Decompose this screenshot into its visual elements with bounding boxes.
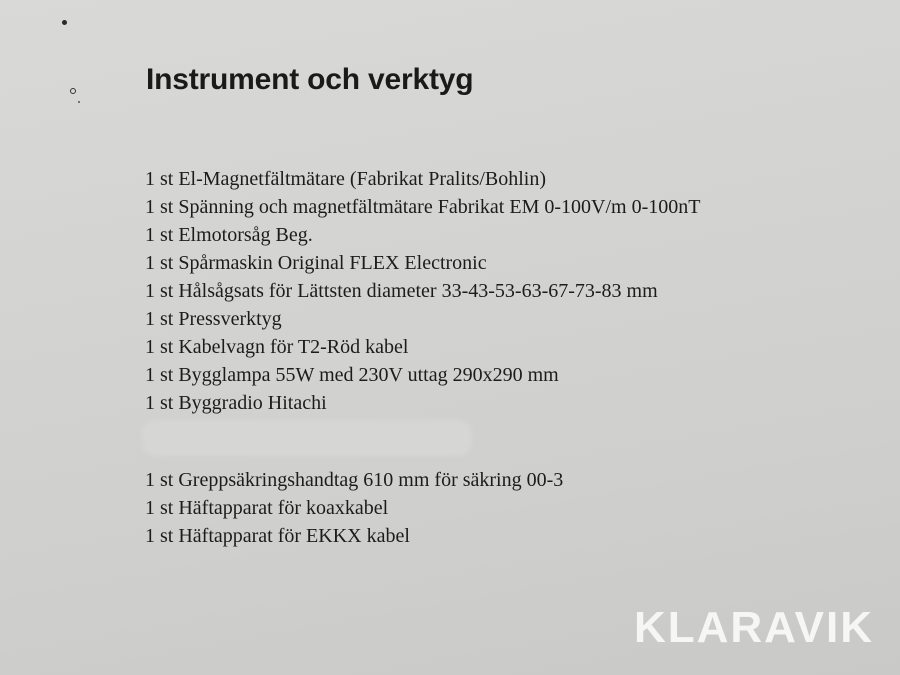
list-item: 1 st Pressverktyg bbox=[145, 308, 282, 330]
list-item: 1 st Greppsäkringshandtag 610 mm för säkring 00-3 bbox=[145, 469, 564, 491]
list-item: 1 st Hålsågsats för Lättsten diameter 33-43-53-63-67-73-83 mm bbox=[145, 280, 658, 302]
list-item: 1 st Byggradio Hitachi bbox=[145, 392, 327, 414]
list-item: 1 st Elmotorsåg Beg. bbox=[145, 224, 313, 246]
paper-speck bbox=[70, 88, 76, 94]
list-item: 1 st Kabelvagn för T2-Röd kabel bbox=[145, 336, 409, 358]
list-item: 1 st El-Magnetfältmätare (Fabrikat Pralits/Bohlin) bbox=[145, 168, 547, 190]
list-item: 1 st Häftapparat för EKKX kabel bbox=[145, 525, 410, 547]
list-item: 1 st Spänning och magnetfältmätare Fabrikat EM 0-100V/m 0-100nT bbox=[145, 196, 701, 218]
item-list bbox=[145, 165, 700, 417]
redacted-line bbox=[142, 420, 472, 456]
list-item: 1 st Häftapparat för koaxkabel bbox=[145, 497, 389, 519]
paper-speck bbox=[62, 20, 67, 25]
item-list-second bbox=[145, 466, 563, 550]
document-title: Instrument och verktyg bbox=[146, 63, 474, 96]
list-item: 1 st Bygglampa 55W med 230V uttag 290x290 mm bbox=[145, 364, 559, 386]
paper-speck bbox=[78, 101, 80, 103]
klaravik-watermark: KLARAVIK bbox=[633, 603, 874, 652]
list-item: 1 st Spårmaskin Original FLEX Electronic bbox=[145, 252, 487, 274]
